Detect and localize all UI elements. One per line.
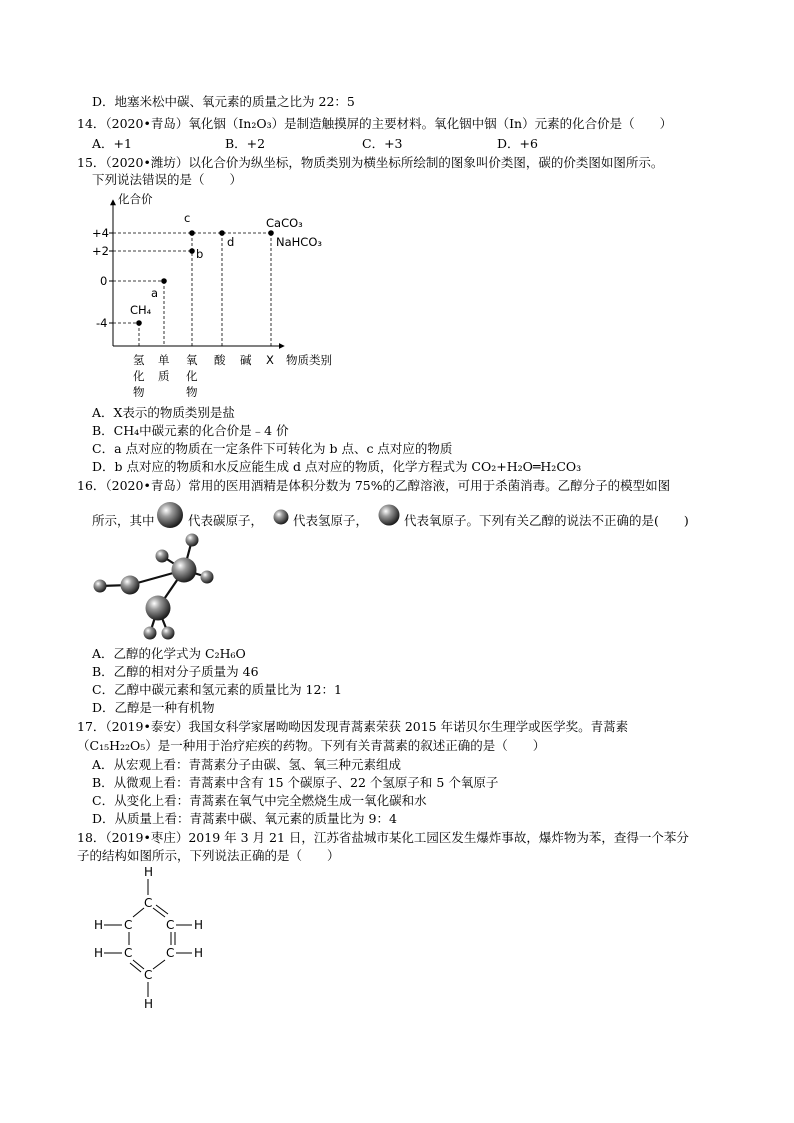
point-c <box>189 230 195 236</box>
y-tick-minus4: -4 <box>96 316 108 330</box>
h-lower-left: H <box>94 946 104 960</box>
h-lower-right: H <box>194 946 204 960</box>
xcat-oxide-2: 化 <box>186 369 198 383</box>
xcat-hydride-1: 氢 <box>133 353 145 367</box>
q16-stem-line2-c: 代表氢原子， <box>293 513 369 528</box>
q15-option-a: A．X表示的物质类别是盐 <box>92 405 235 420</box>
ethanol-molecule-model <box>88 530 228 645</box>
q15-option-b: B．CH₄中碳元素的化合价是﹣4 价 <box>92 423 289 438</box>
point-x <box>268 230 274 236</box>
o-atom <box>121 576 140 595</box>
label-ch4: CH₄ <box>130 303 152 317</box>
c-bottom: C <box>144 968 153 982</box>
q16-stem-line2-b: 代表碳原子， <box>188 513 264 528</box>
q14-option-d: D．+6 <box>497 136 538 151</box>
h-atom-5 <box>144 627 157 640</box>
q14-option-c: C．+3 <box>362 136 403 151</box>
xcat-oxide-1: 氧 <box>186 353 198 367</box>
xcat-element-2: 质 <box>158 369 170 383</box>
q17-option-b: B．从微观上看：青蒿素中含有 15 个碳原子、22 个氢原子和 5 个氧原子 <box>92 775 499 790</box>
c-lower-right: C <box>166 946 175 960</box>
xcat-base: 碱 <box>240 353 252 367</box>
x-categories <box>133 353 274 399</box>
q16-stem-line1: 16．（2020•青岛）常用的医用酒精是体积分数为 75%的乙醇溶液，可用于杀菌消毒。乙醇分子的模型如图 <box>77 478 671 493</box>
q16-stem-line2-a: 所示，其中 <box>92 513 155 528</box>
point-a <box>161 278 167 284</box>
q17-stem-line2: （C₁₅H₂₂O₅）是一种用于治疗疟疾的药物。下列有关青蒿素的叙述正确的是（ ） <box>77 738 546 753</box>
q16-stem-line2-d: 代表氧原子。下列有关乙醇的说法不正确的是( ) <box>404 513 689 528</box>
valence-category-chart <box>80 186 360 404</box>
carbon-atom-legend-icon <box>155 500 185 530</box>
label-nahco3: NaHCO₃ <box>276 235 322 249</box>
h-atom-3 <box>201 571 214 584</box>
c-upper-right: C <box>166 918 175 932</box>
label-a: a <box>151 286 159 300</box>
point-d <box>219 230 225 236</box>
label-b: b <box>196 247 204 261</box>
q14-stem: 14．（2020•青岛）氧化铟（In₂O₃）是制造触摸屏的主要材料。氧化铟中铟（In）元素的化合价是（ ） <box>77 116 673 131</box>
y-tick-0: 0 <box>100 274 108 288</box>
c-lower-left: C <box>124 946 133 960</box>
xcat-element-1: 单 <box>158 353 170 367</box>
y-axis-label: 化合价 <box>118 192 153 206</box>
xcat-hydride-3: 物 <box>133 385 145 399</box>
xcat-acid: 酸 <box>214 353 226 367</box>
label-caco3: CaCO₃ <box>266 216 303 230</box>
xcat-x: X <box>266 353 274 367</box>
q16-option-b: B．乙醇的相对分子质量为 46 <box>92 664 259 679</box>
q16-option-a: A．乙醇的化学式为 C₂H₆O <box>92 646 246 661</box>
point-ch4 <box>136 320 142 326</box>
benzene-structure-diagram <box>88 862 218 1014</box>
c-upper-left: C <box>124 918 133 932</box>
c-top: C <box>144 896 153 910</box>
oxygen-atom-legend-icon <box>376 502 402 528</box>
c-atom-1 <box>172 558 197 583</box>
c-atom-2 <box>146 596 171 621</box>
xcat-oxide-3: 物 <box>186 385 198 399</box>
q16-option-c: C．乙醇中碳元素和氢元素的质量比为 12：1 <box>92 682 342 697</box>
q17-option-c: C．从变化上看：青蒿素在氧气中完全燃烧生成一氧化碳和水 <box>92 793 427 808</box>
q15-stem-line2: 下列说法错误的是（ ） <box>92 172 243 187</box>
q14-option-b: B．+2 <box>225 136 266 151</box>
xcat-hydride-2: 化 <box>133 369 145 383</box>
y-tick-plus4: +4 <box>92 226 109 240</box>
q15-stem-line1: 15．（2020•潍坊）以化合价为纵坐标，物质类别为横坐标所绘制的图象叫价类图，碳的价类图如图所示。 <box>77 155 664 170</box>
point-b <box>189 248 195 254</box>
q17-stem-line1: 17．（2019•泰安）我国女科学家屠呦呦因发现青蒿素荣获 2015 年诺贝尔生理学或医学奖。青蒿素 <box>77 719 629 734</box>
q18-stem-line2: 子的结构如图所示，下列说法正确的是（ ） <box>77 848 340 863</box>
q15-option-d: D．b 点对应的物质和水反应能生成 d 点对应的物质，化学方程式为 CO₂+H₂O═H₂CO₃ <box>92 459 582 474</box>
h-bottom: H <box>144 997 154 1011</box>
y-tick-plus2: +2 <box>92 244 109 258</box>
q14-option-a: A．+1 <box>92 136 132 151</box>
h-upper-left: H <box>94 918 104 932</box>
h-atom-1 <box>186 534 199 547</box>
q18-stem-line1: 18．（2019•枣庄）2019 年 3 月 21 日，江苏省盐城市某化工园区发生爆炸事故，爆炸物为苯，查得一个苯分 <box>77 830 689 845</box>
h-upper-right: H <box>194 918 204 932</box>
q17-option-d: D．从质量上看：青蒿素中碳、氧元素的质量比为 9：4 <box>92 811 397 826</box>
h-atom-4 <box>94 580 107 593</box>
hydrogen-atom-legend-icon <box>271 507 291 527</box>
h-top: H <box>144 865 154 879</box>
label-c: c <box>184 211 191 225</box>
q17-option-a: A．从宏观上看：青蒿素分子由碳、氢、氧三种元素组成 <box>92 757 402 772</box>
label-d: d <box>227 235 235 249</box>
q13-option-d: D．地塞米松中碳、氧元素的质量之比为 22：5 <box>92 94 355 109</box>
q16-option-d: D．乙醇是一种有机物 <box>92 700 215 715</box>
h-atom-2 <box>156 550 169 563</box>
h-atom-6 <box>162 627 175 640</box>
x-axis-label: 物质类别 <box>286 353 332 367</box>
q15-option-c: C．a 点对应的物质在一定条件下可转化为 b 点、c 点对应的物质 <box>92 441 453 456</box>
